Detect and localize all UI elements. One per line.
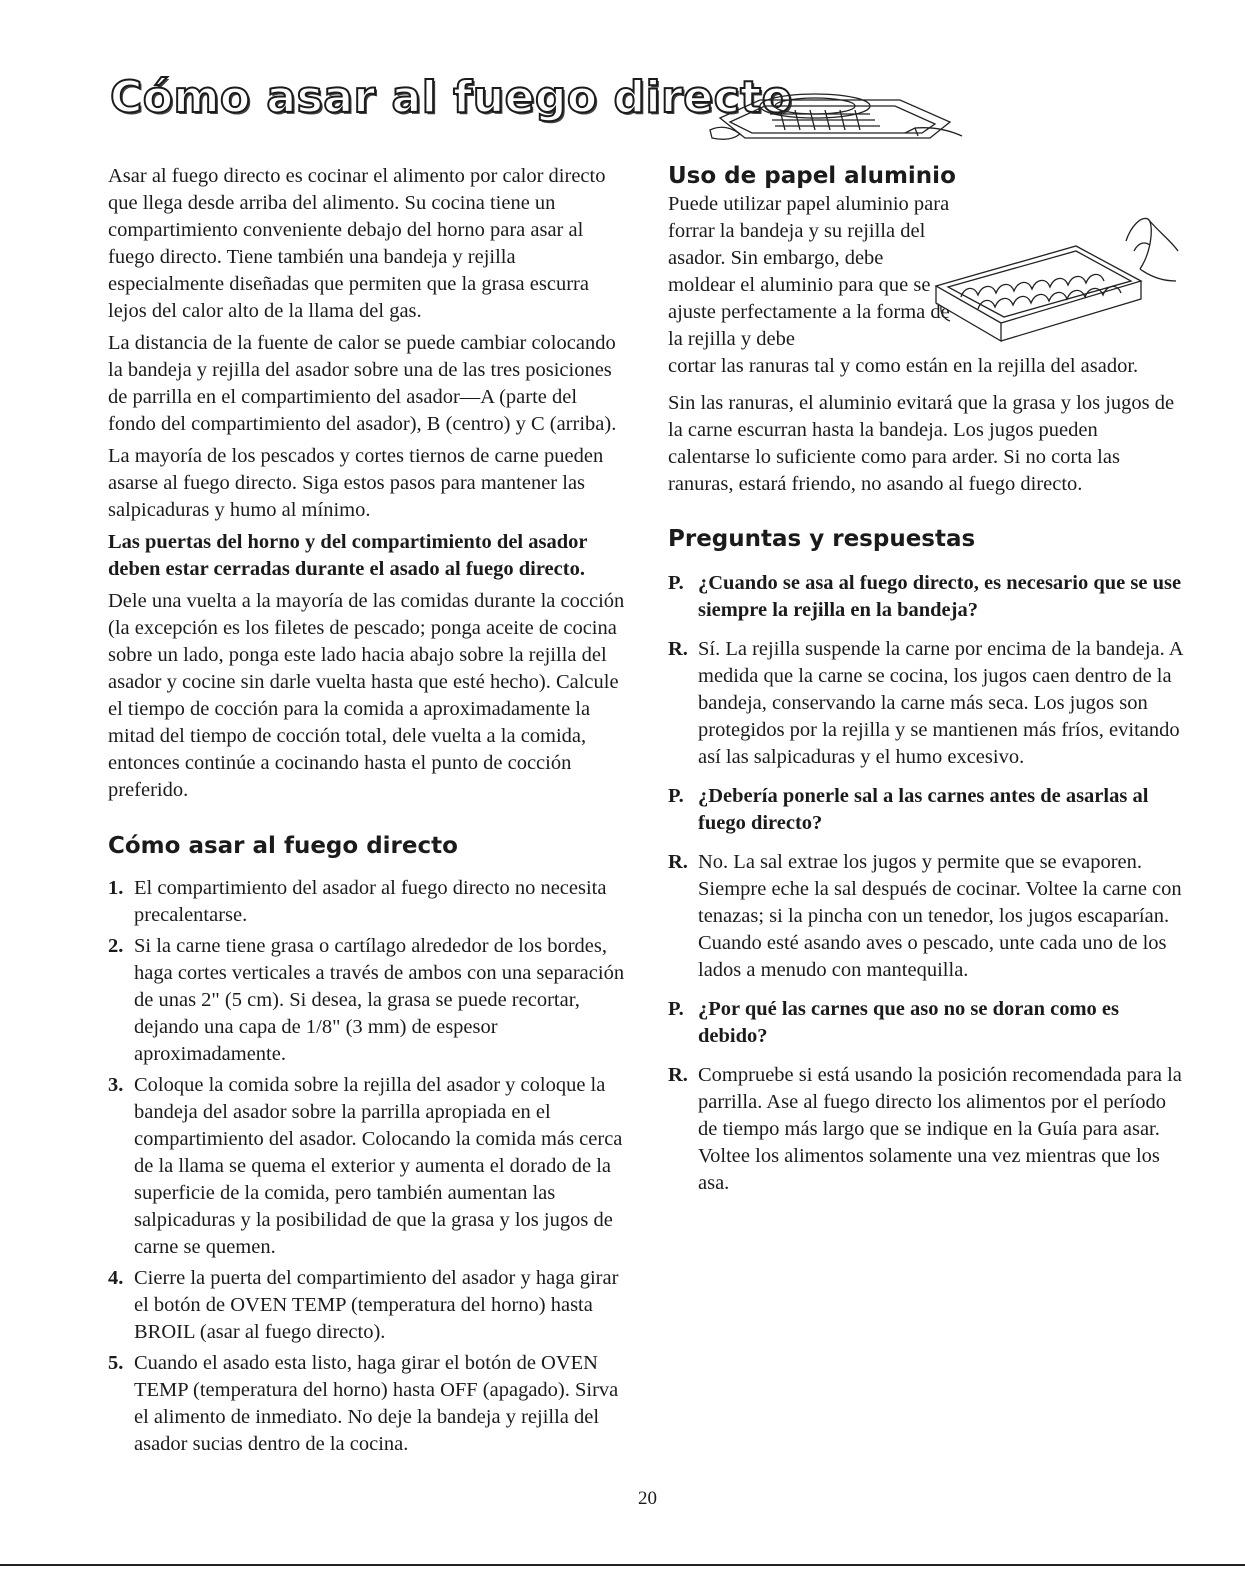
answer-marker: R.: [668, 851, 688, 873]
answer-text: No. La sal extrae los jugos y permite que se evaporen. Siempre eche la sal después de cocinar. Voltee la carne con tenazas; si la pincha con un tenedor, los jugos escaparían. Cuando esté asando aves o pescado, unte cada uno de los lados a menudo con mantequilla.: [698, 851, 1182, 981]
answer-text: Compruebe si está usando la posición recomendada para la parrilla. Ase al fuego directo los alimentos por el período de tiempo más largo que se indique en la Guía para asar. Voltee los alimentos solamente una vez mientras que los asa.: [698, 1064, 1182, 1194]
step-text: Coloque la comida sobre la rejilla del asador y coloque la bandeja del asador sobre la parrilla apropiada en el compartimiento del asador. Colocando la comida más cerca de la llama se quema el exterior y aumenta el dorado de la superficie de la comida, pero también aumentan las salpicaduras y la posibilidad de que la grasa y los jugos de carne se quemen.: [134, 1074, 623, 1258]
page-number: 20: [638, 1488, 657, 1509]
left-column: [108, 163, 628, 1462]
step-text: Cierre la puerta del compartimiento del asador y haga girar el botón de OVEN TEMP (temperatura del horno) hasta BROIL (asar al fuego directo).: [134, 1267, 619, 1343]
intro-paragraph-1: Asar al fuego directo es cocinar el alimento por calor directo que llega desde arriba del alimento. Su cocina tiene un compartimiento conveniente debajo del horno para asar al fuego directo. Tiene también una bandeja y rejilla especialmente diseñadas que permiten que la grasa escurra lejos del calor alto de la llama del gas.: [108, 165, 606, 322]
section-heading-howto: Cómo asar al fuego directo: [108, 833, 458, 859]
answer-marker: R.: [668, 638, 688, 660]
section-heading-qa: Preguntas y respuestas: [668, 526, 976, 552]
step-text: Cuando el asado esta listo, haga girar el botón de OVEN TEMP (temperatura del horno) hasta OFF (apagado). Sirva el alimento de inmediato. No deje la bandeja y rejilla del asador sucias dentro de la cocina.: [134, 1352, 619, 1455]
foil-rack-illustration: [926, 211, 1181, 376]
question-marker: P.: [668, 998, 684, 1020]
question-text: ¿Debería ponerle sal a las carnes antes de asarlas al fuego directo?: [698, 785, 1149, 834]
step-number: 1.: [108, 877, 124, 899]
foil-continuation-line: cortar las ranuras tal y como están en la rejilla del asador.: [668, 355, 1139, 377]
qa-answer: [668, 636, 1183, 771]
intro-paragraph-2: La distancia de la fuente de calor se puede cambiar colocando la bandeja y rejilla del asador sobre una de las tres posiciones de parrilla en el compartimiento del asador—A (parte del fondo del compartimiento del asador), B (centro) y C (arriba).: [108, 332, 617, 435]
step-number: 5.: [108, 1352, 124, 1374]
turn-food-paragraph: Dele una vuelta a la mayoría de las comidas durante la cocción (la excepción es los filetes de pescado; ponga aceite de cocina sobre un lado, ponga este lado hacia abajo sobre la rejilla del asador y cocine sin darle vuelta hasta que esté hecho). Calcule el tiempo de cocción para la comida a aproximadamente la mitad del tiempo de cocción total, dele vuelta a la comida, entonces continúe a cocinando hasta el punto de cocción preferido.: [108, 590, 625, 801]
step-item: [108, 875, 628, 929]
steps-list: [108, 875, 628, 1458]
qa-answer: [668, 1062, 1183, 1197]
foil-paragraph-2: Sin las ranuras, el aluminio evitará que la grasa y los jugos de la carne escurran hasta la bandeja. Los jugos pueden calentarse lo suficiente como para arder. Si no corta las ranuras, estará friendo, no asando al fuego directo.: [668, 392, 1175, 495]
qa-answer: [668, 849, 1183, 984]
qa-question: [668, 996, 1183, 1050]
step-text: Si la carne tiene grasa o cartílago alrededor de los bordes, haga cortes verticales a través de ambos con una separación de unas 2" (5 cm). Si desea, la grasa se puede recortar, dejando una capa de 1/8" (3 mm) de espesor aproximadamente.: [134, 935, 625, 1065]
step-item: [108, 1350, 628, 1458]
answer-marker: R.: [668, 1064, 688, 1086]
right-column: [668, 163, 1183, 1209]
section-heading-foil: Uso de papel aluminio: [668, 163, 956, 189]
foil-block: [668, 191, 1183, 380]
question-text: ¿Cuando se asa al fuego directo, es necesario que se use siempre la rejilla en la bandeja?: [698, 572, 1182, 621]
bottom-rule: [0, 1564, 1245, 1566]
question-marker: P.: [668, 785, 684, 807]
intro-paragraph-3: La mayoría de los pescados y cortes tiernos de carne pueden asarse al fuego directo. Siga estos pasos para mantener las salpicaduras y humo al mínimo.: [108, 445, 604, 521]
step-number: 2.: [108, 935, 124, 957]
step-number: 3.: [108, 1074, 124, 1096]
step-number: 4.: [108, 1267, 124, 1289]
warning-note: Las puertas del horno y del compartimiento del asador deben estar cerradas durante el asado al fuego directo.: [108, 531, 588, 580]
question-marker: P.: [668, 572, 684, 594]
qa-question: [668, 570, 1183, 624]
page-title: Cómo asar al fuego directo: [110, 72, 793, 123]
step-item: [108, 933, 628, 1068]
question-text: ¿Por qué las carnes que aso no se doran como es debido?: [698, 998, 1120, 1047]
qa-question: [668, 783, 1183, 837]
answer-text: Sí. La rejilla suspende la carne por encima de la bandeja. A medida que la carne se cocina, los jugos caen dentro de la bandeja, conservando la carne más seca. Los jugos son protegidos por la rejilla y se mantienen más fríos, evitando así las salpicaduras y el humo excesivo.: [698, 638, 1183, 768]
foil-intro-paragraph: Puede utilizar papel aluminio para forrar la bandeja y su rejilla del asador. Sin embargo, debe moldear el aluminio para que se ajuste perfectamente a la forma de la rejilla y debe: [668, 193, 950, 350]
broiler-pan-illustration: [700, 78, 970, 150]
step-item: [108, 1265, 628, 1346]
step-item: [108, 1072, 628, 1261]
step-text: El compartimiento del asador al fuego directo no necesita precalentarse.: [134, 877, 607, 926]
